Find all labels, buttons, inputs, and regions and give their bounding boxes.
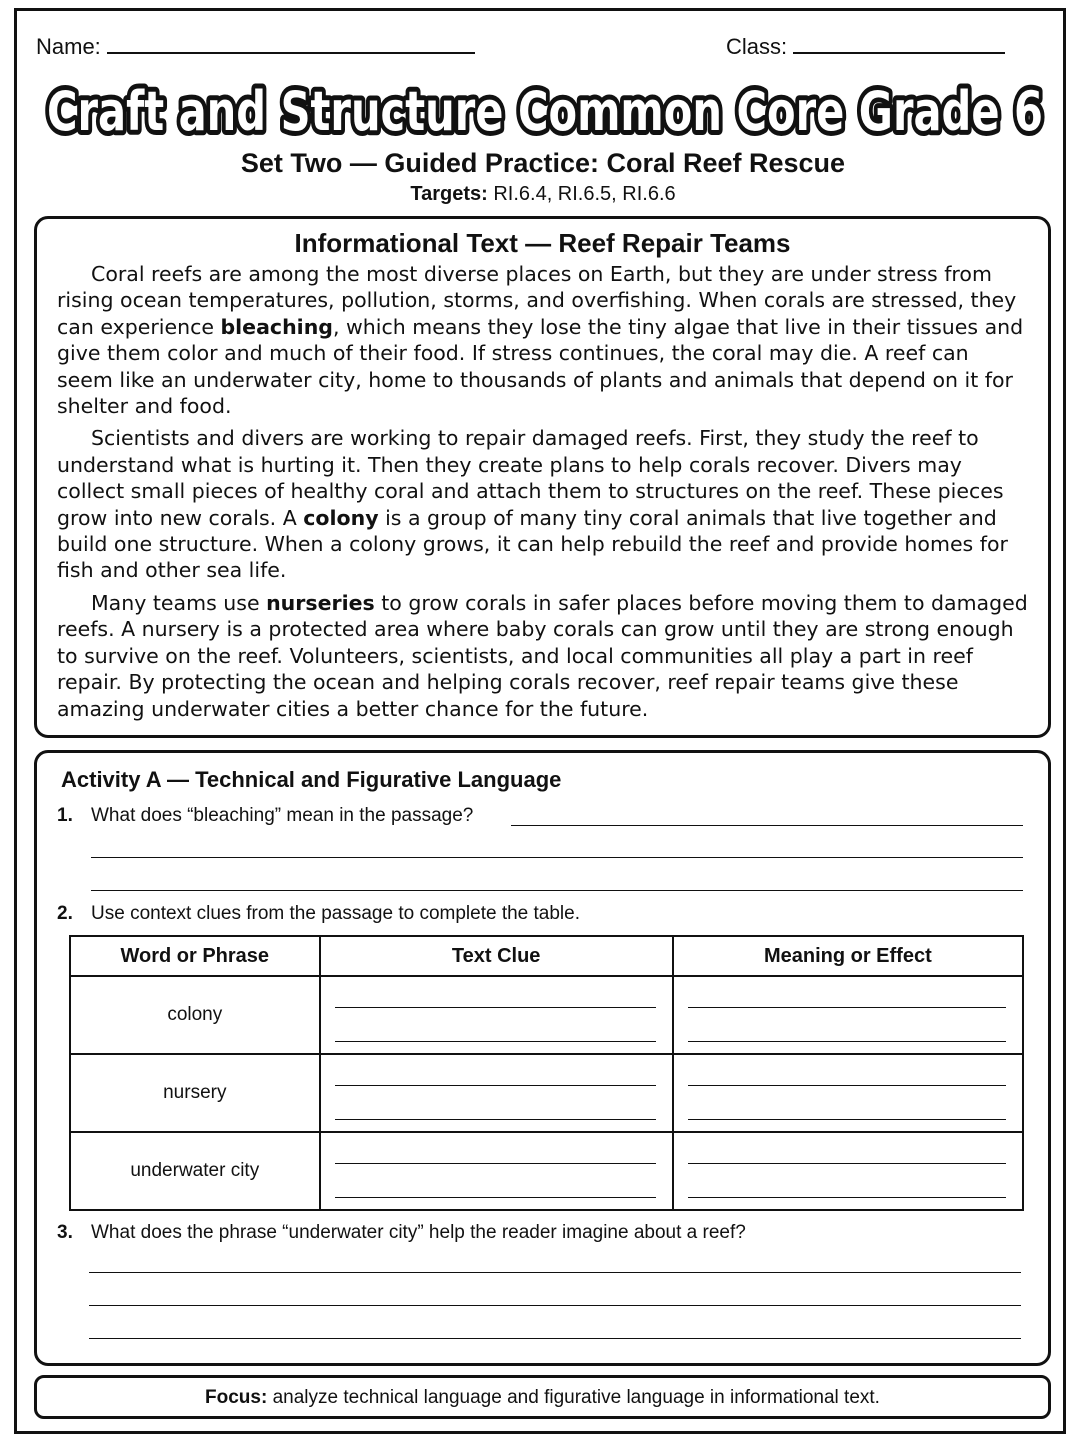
term-nurseries: nurseries bbox=[266, 590, 375, 615]
answer-line[interactable] bbox=[91, 890, 1023, 891]
class-blank[interactable] bbox=[793, 32, 1005, 54]
meaning-cell[interactable] bbox=[673, 976, 1023, 1054]
page-subtitle: Set Two — Guided Practice: Coral Reef Rescue bbox=[240, 148, 846, 178]
question-3: 3. What does the phrase “underwater city” help the reader imagine about a reef? bbox=[57, 1222, 746, 1243]
activity-title: Activity A — Technical and Figurative Language bbox=[61, 767, 562, 792]
passage-paragraph-3: Many teams use nurseries to grow corals in safer places before moving them to damaged reefs. A nursery is a protected area where baby corals can grow until they are strong enough to survive on the reef. Volunteers, scientists, and local communities all play a part in reef repair. By protecting the ocean and helping corals recover, reef repair teams give these amazing underwater cities a better chance for the future. bbox=[57, 590, 1028, 721]
targets-value: RI.6.4, RI.6.5, RI.6.6 bbox=[493, 183, 676, 205]
class-field bbox=[726, 32, 1005, 60]
table-header: Meaning or Effect bbox=[673, 936, 1023, 976]
passage-box bbox=[34, 216, 1051, 738]
meaning-cell[interactable] bbox=[673, 1132, 1023, 1210]
table-header: Word or Phrase bbox=[70, 936, 320, 976]
word-cell: colony bbox=[70, 976, 320, 1054]
name-blank[interactable] bbox=[107, 32, 475, 54]
targets-line bbox=[0, 183, 1086, 206]
focus-text: analyze technical language and figurative language in informational text. bbox=[272, 1387, 880, 1408]
answer-line[interactable] bbox=[89, 1338, 1021, 1339]
activity-box bbox=[34, 750, 1051, 1366]
question-2: 2. Use context clues from the passage to complete the table. bbox=[57, 903, 580, 924]
answer-line[interactable] bbox=[89, 1272, 1021, 1273]
meaning-cell[interactable] bbox=[673, 1054, 1023, 1132]
banner-title: Craft and Structure Common Core Grade 6 bbox=[47, 80, 1043, 143]
passage-title: Informational Text — Reef Repair Teams bbox=[294, 228, 791, 258]
text-clue-cell[interactable] bbox=[320, 976, 673, 1054]
table-row bbox=[70, 1054, 1023, 1132]
word-cell: underwater city bbox=[70, 1132, 320, 1210]
answer-line[interactable] bbox=[89, 1305, 1021, 1306]
title-banner bbox=[40, 78, 1050, 146]
word-cell: nursery bbox=[70, 1054, 320, 1132]
text-clue-cell[interactable] bbox=[320, 1054, 673, 1132]
focus-note bbox=[37, 1387, 1048, 1409]
name-field bbox=[36, 32, 475, 60]
context-clue-table bbox=[69, 935, 1024, 1211]
answer-line[interactable] bbox=[91, 857, 1023, 858]
answer-line[interactable] bbox=[511, 825, 1023, 826]
focus-label: Focus: bbox=[205, 1387, 268, 1408]
name-label: Name: bbox=[36, 34, 101, 59]
question-1: 1. What does “bleaching” mean in the passage? bbox=[57, 805, 474, 826]
text-clue-cell[interactable] bbox=[320, 1132, 673, 1210]
term-bleaching: bleaching bbox=[220, 314, 333, 339]
table-header: Text Clue bbox=[320, 936, 673, 976]
term-colony: colony bbox=[303, 505, 379, 530]
focus-box bbox=[34, 1375, 1051, 1419]
passage-paragraph-2: Scientists and divers are working to repair damaged reefs. First, they study the reef to understand what is hurting it. Then they create plans to help corals recover. Divers may collect small pieces of healthy coral and attach them to structures on the reef. These pieces grow into new corals. A colony is a group of many tiny coral animals that live together and build one structure. When a colony grows, it can help rebuild the reef and provide homes for fish and other sea life. bbox=[57, 426, 1008, 583]
targets-label: Targets: bbox=[410, 183, 488, 205]
class-label: Class: bbox=[726, 34, 788, 59]
table-row bbox=[70, 1132, 1023, 1210]
passage-paragraph-1: Coral reefs are among the most diverse places on Earth, but they are under stress from rising ocean temperatures, pollution, storms, and overfishing. When corals are stressed, they can experience bleaching, which means they lose the tiny algae that live in their tissues and give them color and much of their food. If stress continues, the coral may die. A reef can seem like an underwater city, home to thousands of plants and animals that depend on it for shelter and food. bbox=[57, 262, 1024, 419]
table-row bbox=[70, 976, 1023, 1054]
